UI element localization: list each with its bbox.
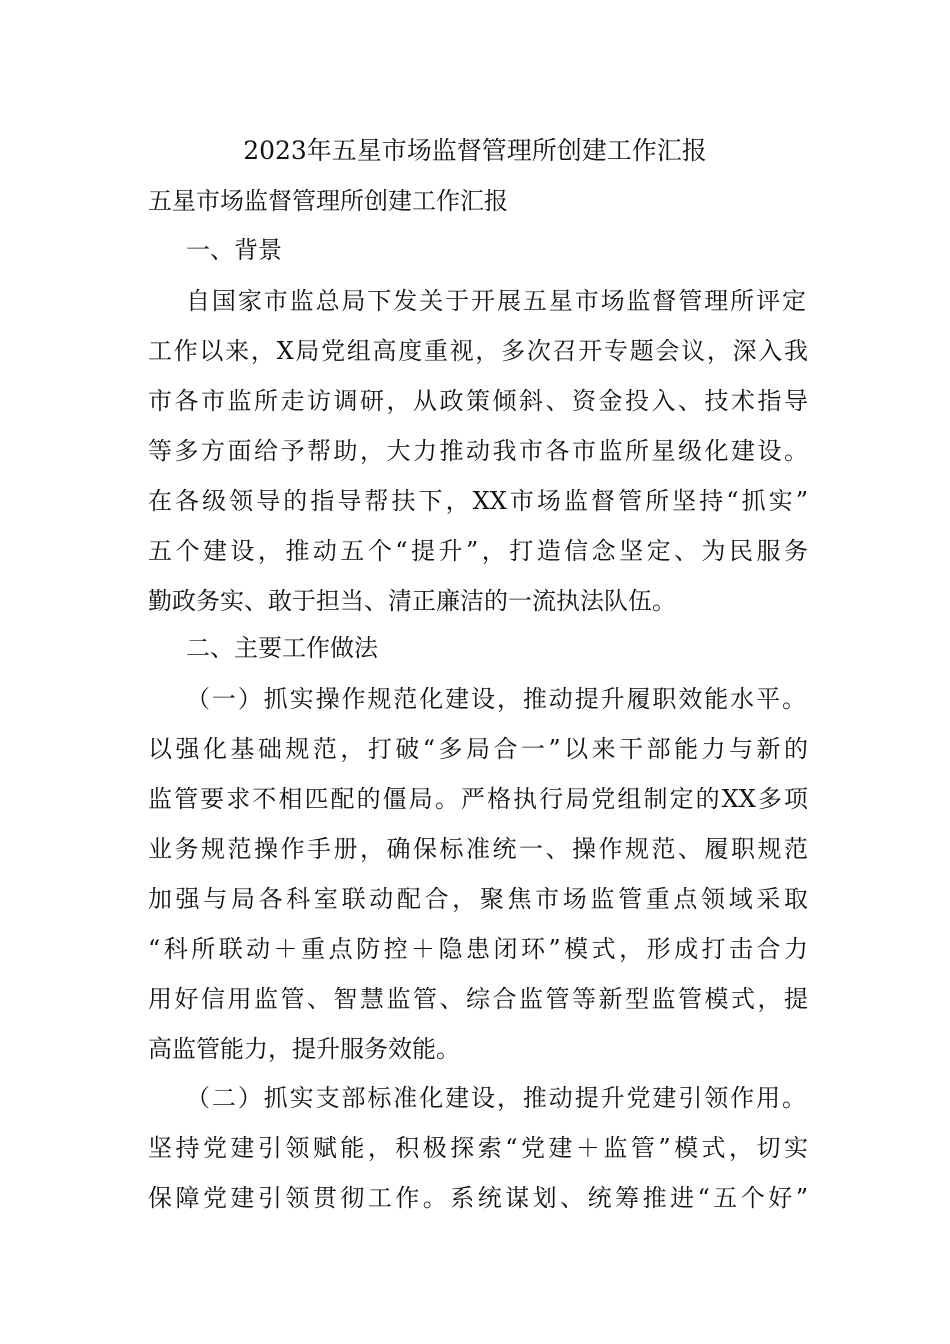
paragraph-line: 保障党建引领贯彻工作。系统谋划、统筹推进“五个好”: [148, 1184, 808, 1212]
paragraph-line: 五个建设，推动五个“提升”，打造信念坚定、为民服务: [148, 537, 808, 565]
paragraph-line: 用好信用监管、智慧监管、综合监管等新型监管模式，提: [148, 985, 808, 1013]
document-subtitle: 五星市场监督管理所创建工作汇报: [148, 187, 508, 215]
document-title: 2023年五星市场监督管理所创建工作汇报: [243, 136, 707, 165]
paragraph-line: 工作以来，X局党组高度重视，多次召开专题会议，深入我: [148, 337, 808, 365]
section-heading-main-work: 二、主要工作做法: [186, 634, 378, 662]
item-heading-1: （一）抓实操作规范化建设，推动提升履职效能水平。: [186, 685, 806, 713]
paragraph-line: 市各市监所走访调研，从政策倾斜、资金投入、技术指导: [148, 387, 808, 415]
paragraph-line: “科所联动＋重点防控＋隐患闭环”模式，形成打击合力: [148, 935, 808, 963]
paragraph-line: 加强与局各科室联动配合，聚焦市场监管重点领域采取: [148, 885, 808, 913]
paragraph-line: 坚持党建引领赋能，积极探索“党建＋监管”模式，切实: [148, 1134, 808, 1162]
section-heading-background: 一、背景: [186, 236, 282, 264]
paragraph-line: 以强化基础规范，打破“多局合一”以来干部能力与新的: [148, 735, 808, 763]
paragraph-line: 等多方面给予帮助，大力推动我市各市监所星级化建设。: [148, 437, 808, 465]
paragraph-line: 在各级领导的指导帮扶下，XX市场监督管所坚持“抓实”: [148, 487, 808, 515]
paragraph-line: 勤政务实、敢于担当、清正廉洁的一流执法队伍。: [148, 587, 676, 615]
paragraph-line: 业务规范操作手册，确保标准统一、操作规范、履职规范: [148, 835, 808, 863]
paragraph-line: 监管要求不相匹配的僵局。严格执行局党组制定的XX多项: [148, 785, 808, 813]
paragraph-line: 自国家市监总局下发关于开展五星市场监督管理所评定: [186, 287, 806, 315]
paragraph-line: 高监管能力，提升服务效能。: [148, 1035, 460, 1063]
item-heading-2: （二）抓实支部标准化建设，推动提升党建引领作用。: [186, 1084, 806, 1112]
